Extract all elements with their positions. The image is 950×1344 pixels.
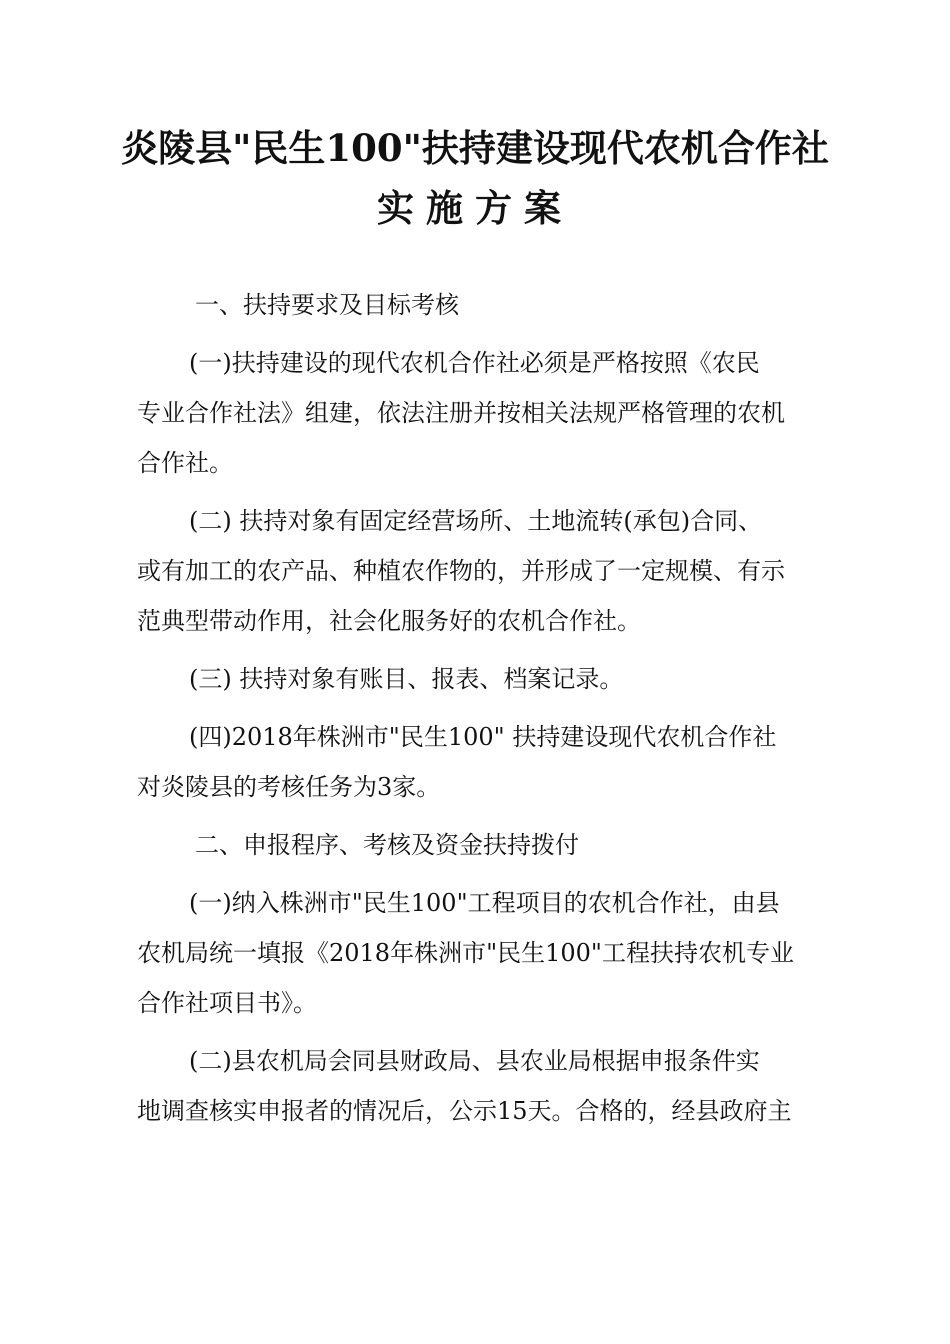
paragraph-line: 农机局统一填报《2018年株洲市"民生100"工程扶持农机专业 [137,939,794,967]
heading-text: 一、扶持要求及目标考核 [195,291,459,319]
paragraph-line: (一)扶持建设的现代农机合作社必须是严格按照《农民 [189,349,760,377]
paragraph [137,496,815,646]
paragraph-line: 范典型带动作用，社会化服务好的农机合作社。 [137,607,641,635]
paragraph-line: (一)纳入株洲市"民生100"工程项目的农机合作社，由县 [189,889,780,917]
paragraph [137,1036,815,1136]
paragraph [137,654,815,704]
paragraph-line: 合作社项目书》。 [137,989,317,1017]
paragraph-line: 地调查核实申报者的情况后，公示15天。合格的，经县政府主 [137,1097,792,1125]
section-heading [137,280,815,330]
paragraph-line: 或有加工的农产品、种植农作物的，并形成了一定规模、有示 [137,557,785,585]
document-body [137,280,815,1144]
document-title: 炎陵县"民生100"扶持建设现代农机合作社 [121,126,829,170]
heading-text: 二、申报程序、考核及资金扶持拨付 [195,831,579,859]
paragraph-line: (二) 扶持对象有固定经营场所、土地流转(承包)合同、 [189,507,763,535]
paragraph-line: (三) 扶持对象有账目、报表、档案记录。 [189,665,624,693]
paragraph-line: 合作社。 [137,449,233,477]
paragraph-line: (四)2018年株洲市"民生100" 扶持建设现代农机合作社 [189,723,777,751]
paragraph-line: (二)县农机局会同县财政局、县农业局根据申报条件实 [189,1047,760,1075]
section-heading [137,820,815,870]
paragraph [137,878,815,1028]
document-subtitle: 实施方案 [377,186,573,230]
paragraph [137,338,815,488]
paragraph-line: 对炎陵县的考核任务为3家。 [137,773,441,801]
paragraph-line: 专业合作社法》组建，依法注册并按相关法规严格管理的农机 [137,399,785,427]
paragraph [137,712,815,812]
